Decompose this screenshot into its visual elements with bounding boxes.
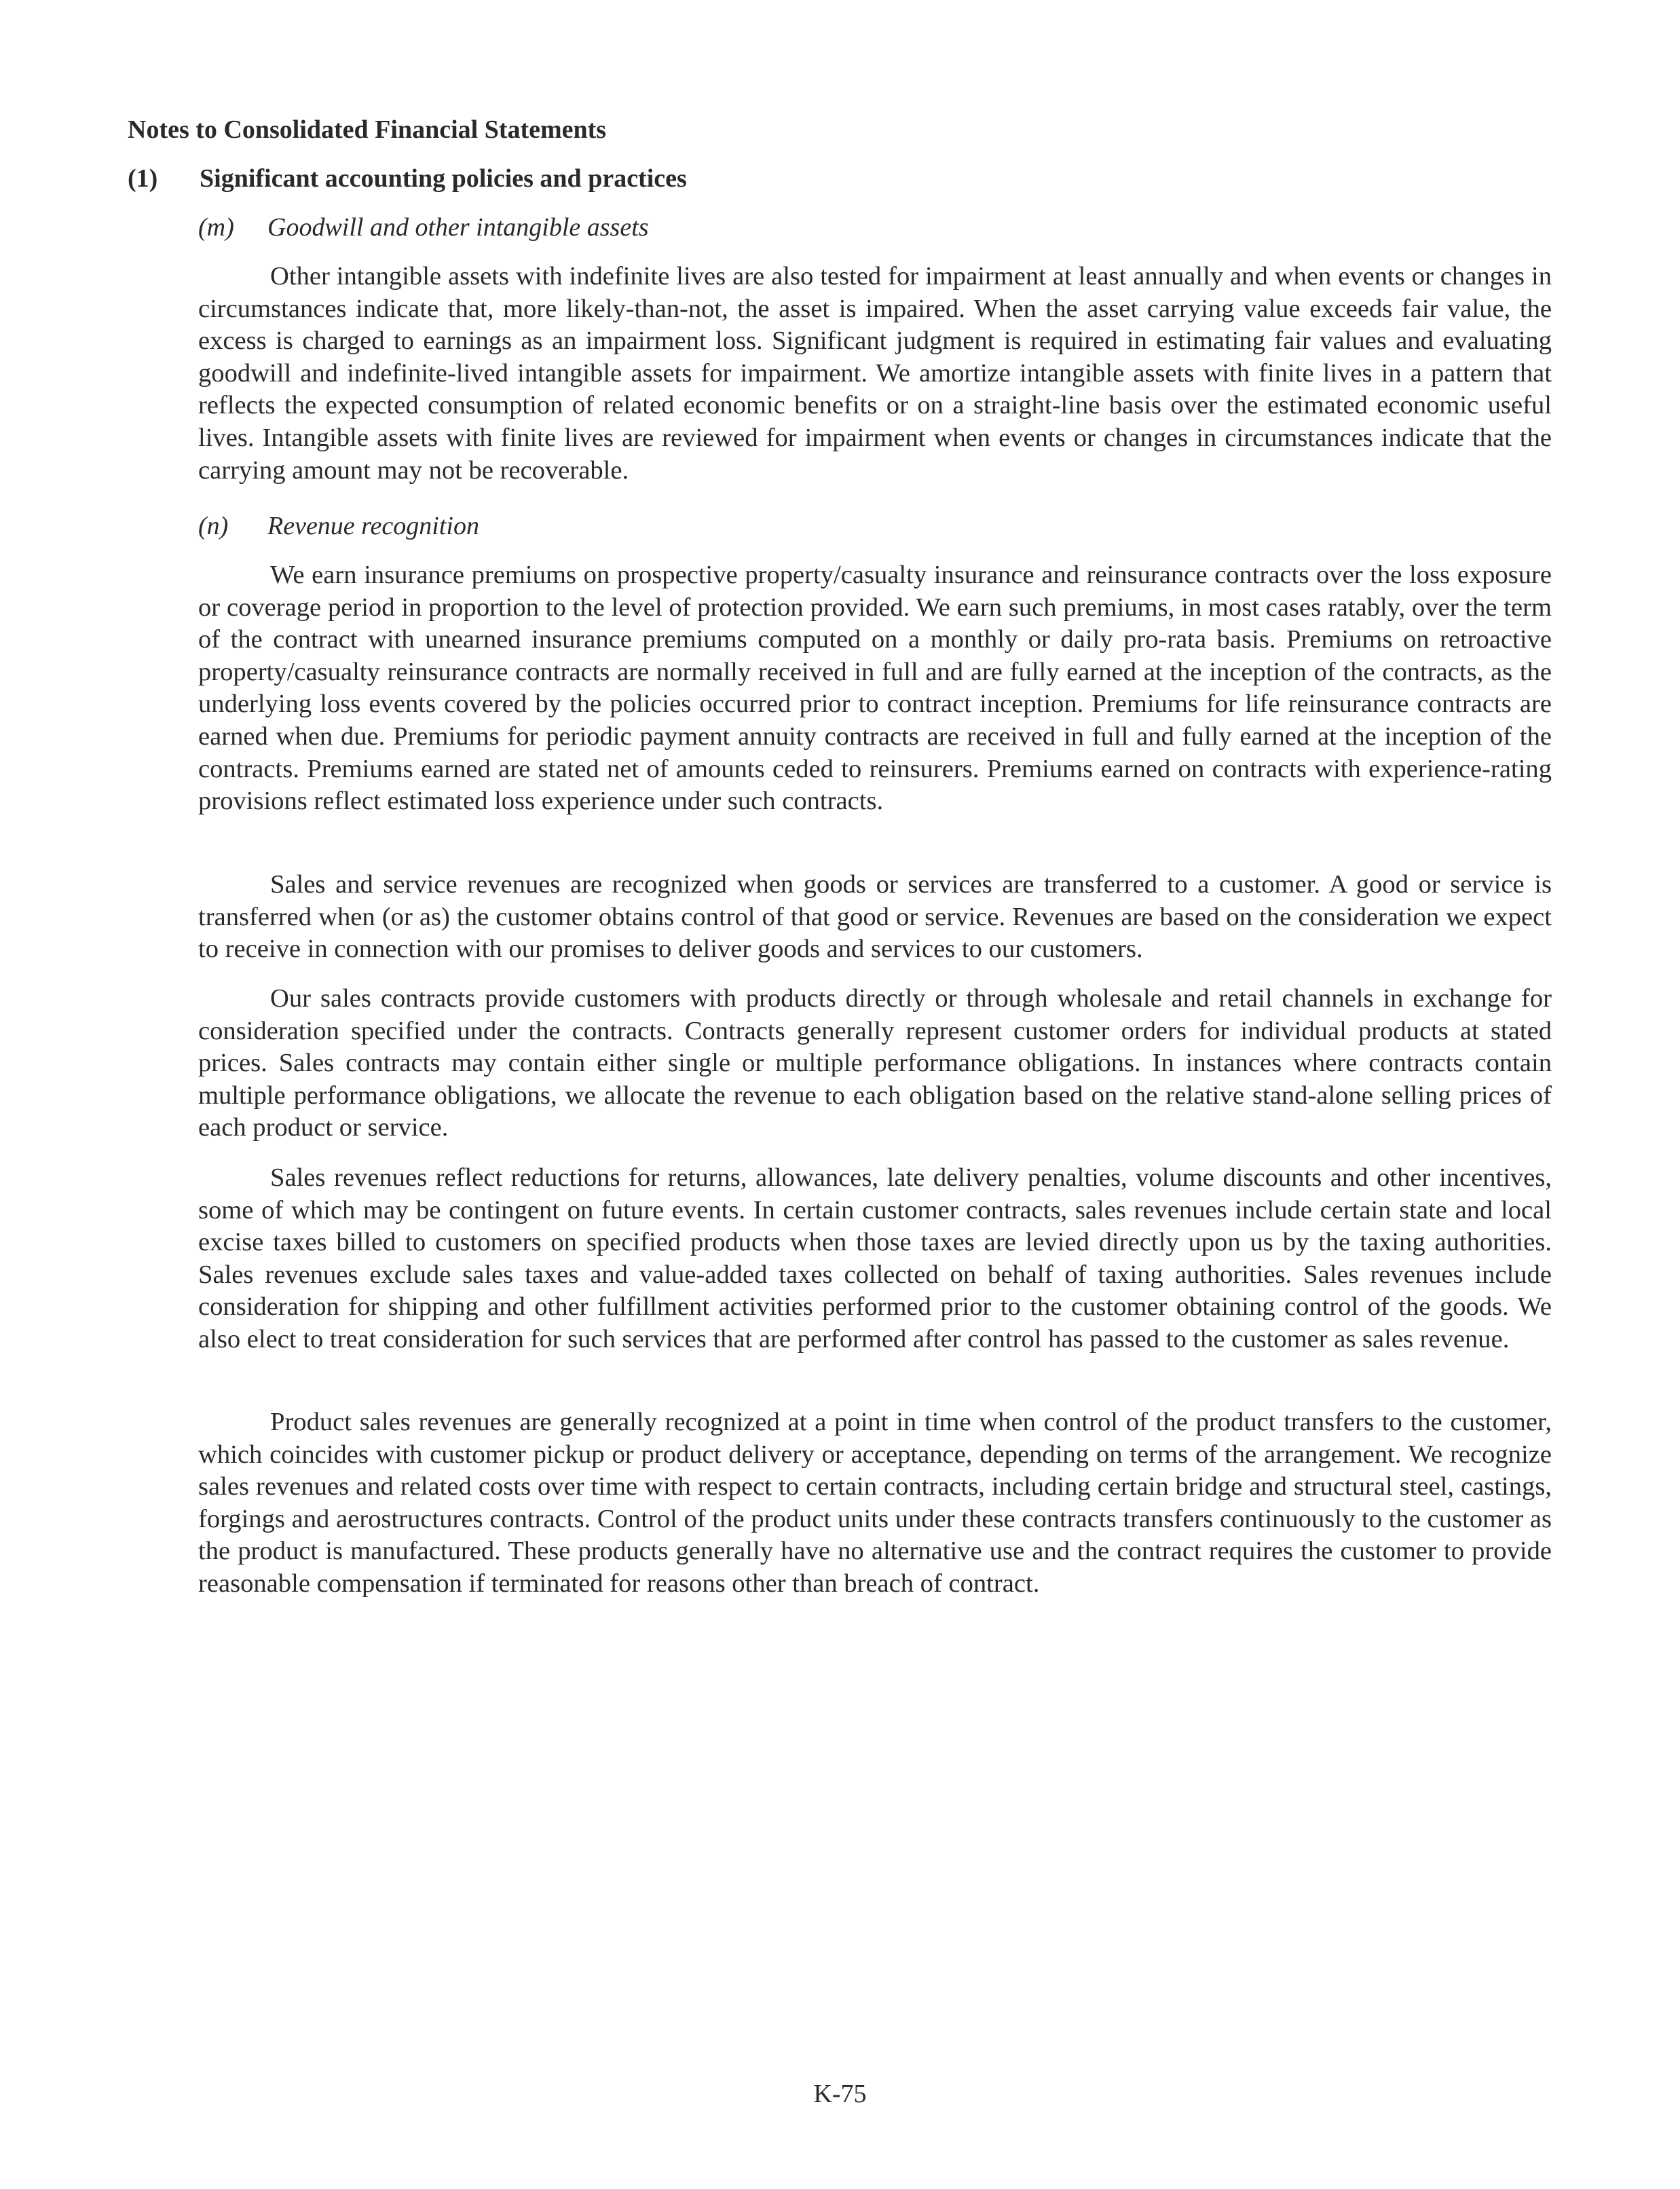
subsection-letter: (n) [198,512,229,540]
paragraph-insurance-premiums: We earn insurance premiums on prospective property/casualty insurance and reinsurance contracts over the loss exposure or coverage period in proportion to the level of protection provided. We earn such premiums, in most cases ratably, over the term of the contract with unearned insurance premiums computed on a monthly or daily pro-rata basis. Premiums on retroactive property/casualty reinsurance contracts are normally received in full and are fully earned at the inception of the contracts, as the underlying loss events covered by the policies occurred prior to contract inception. Premiums for life reinsurance contracts are earned when due. Premiums for periodic payment annuity contracts are received in full and fully earned at the inception of the contracts. Premiums earned are stated net of amounts ceded to reinsurers. Premiums earned on contracts with experience-rating provisions reflect estimated loss experience under such contracts. [198,561,1552,816]
section-number: (1) [128,164,158,193]
page-header: Notes to Consolidated Financial Statements [128,115,607,144]
paragraph-sales-revenue-reductions: Sales revenues reflect reductions for returns, allowances, late delivery penalties, volume discounts and other incentives, some of which may be contingent on future events. In certain customer contracts, sales revenues include certain state and local excise taxes billed to customers on specified products when those taxes are levied directly upon us by the taxing authorities. Sales revenues exclude sales taxes and value-added taxes collected on behalf of taxing authorities. Sales revenues include consideration for shipping and other fulfillment activities performed prior to the customer obtaining control of the goods. We also elect to treat consideration for such services that are performed after control has passed to the customer as sales revenue. [198,1163,1552,1353]
section-heading [128,163,687,194]
subsection-heading-n [198,510,479,542]
paragraph-sales-service-revenues: Sales and service revenues are recognized when goods or services are transferred to a customer. A good or service is transferred when (or as) the customer obtains control of that good or service. Revenues are based on the consideration we expect to receive in connection with our promises to deliver goods and services to our customers. [198,870,1552,964]
paragraph-sales-contracts: Our sales contracts provide customers with products directly or through wholesale and retail channels in exchange for consideration specified under the contracts. Contracts generally represent customer orders for individual products at stated prices. Sales contracts may contain either single or multiple performance obligations. In instances where contracts contain multiple performance obligations, we allocate the revenue to each obligation based on the relative stand-alone selling prices of each product or service. [198,984,1552,1142]
paragraph-intangible-assets: Other intangible assets with indefinite lives are also tested for impairment at least annually and when events or changes in circumstances indicate that, more likely-than-not, the asset is impaired. When the asset carrying value exceeds fair value, the excess is charged to earnings as an impairment loss. Significant judgment is required in estimating fair values and evaluating goodwill and indefinite-lived intangible assets for impairment. We amortize intangible assets with finite lives in a pattern that reflects the expected consumption of related economic benefits or on a straight-line basis over the estimated economic useful lives. Intangible assets with finite lives are reviewed for impairment when events or changes in circumstances indicate that the carrying amount may not be recoverable. [198,262,1552,485]
section-title: Significant accounting policies and practices [200,164,687,193]
subsection-title: Revenue recognition [267,512,479,540]
paragraph-product-sales-revenues: Product sales revenues are generally recognized at a point in time when control of the product transfers to the customer, which coincides with customer pickup or product delivery or acceptance, depending on terms of the arrangement. We recognize sales revenues and related costs over time with respect to certain contracts, including certain bridge and structural steel, castings, forgings and aerostructures contracts. Control of the product units under these contracts transfers continuously to the customer as the product is manufactured. These products generally have no alternative use and the contract requires the customer to provide reasonable compensation if terminated for reasons other than breach of contract. [198,1408,1552,1598]
subsection-title: Goodwill and other intangible assets [267,213,649,242]
subsection-heading-m [198,212,649,243]
subsection-letter: (m) [198,213,234,242]
page-number: K-75 [813,2080,867,2108]
